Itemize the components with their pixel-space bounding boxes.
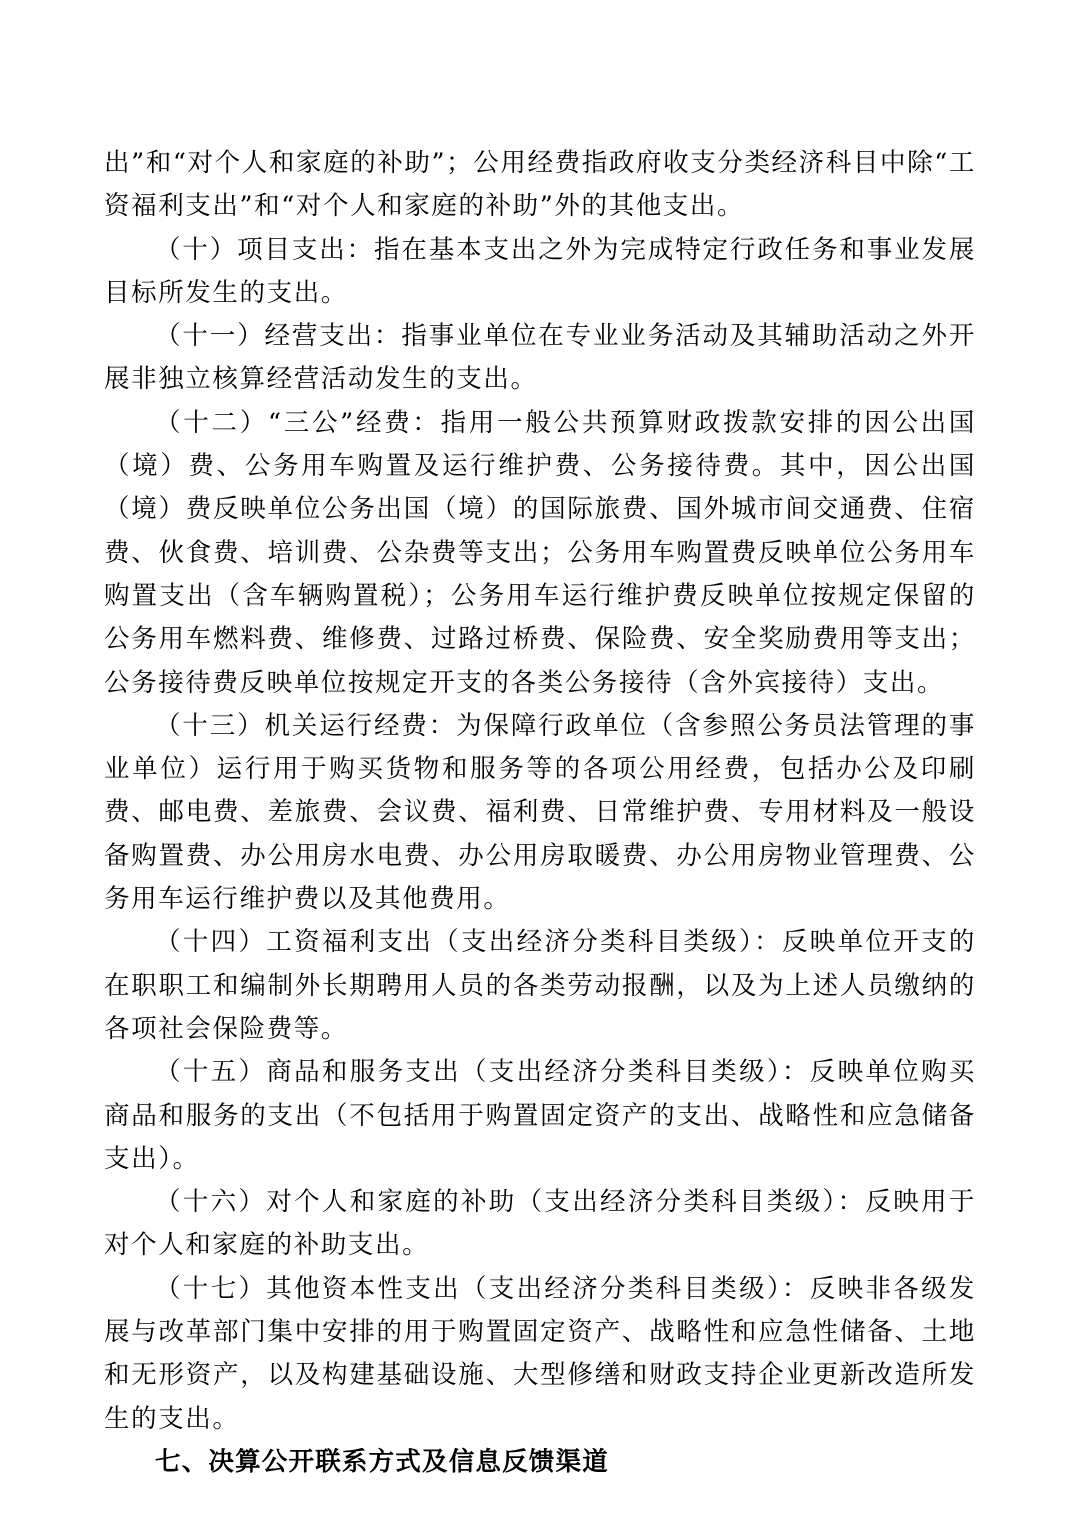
paragraph-operating-expense: （十一）经营支出：指事业单位在专业业务活动及其辅助活动之外开展非独立核算经营活动发生的支出。 <box>104 321 976 395</box>
paragraph-wages-welfare: （十四）工资福利支出（支出经济分类科目类级）：反映单位开支的在职职工和编制外长期聘用人员的各类劳动报酬，以及为上述人员缴纳的各项社会保险费等。 <box>104 927 976 1044</box>
paragraph-other-capital-expense: （十七）其他资本性支出（支出经济分类科目类级）：反映非各级发展与改革部门集中安排的用于购置固定资产、战略性和应急性储备、土地和无形资产，以及构建基础设施、大型修缮和财政支持企业更新改造所发生的支出。 <box>104 1273 976 1434</box>
paragraph-subsidies-individuals: （十六）对个人和家庭的补助（支出经济分类科目类级）：反映用于对个人和家庭的补助支出。 <box>104 1187 976 1261</box>
paragraph-agency-operating-funds: （十三）机关运行经费：为保障行政单位（含参照公务员法管理的事业单位）运行用于购买货物和服务等的各项公用经费，包括办公及印刷费、邮电费、差旅费、会议费、福利费、日常维护费、专用材料及一般设备购置费、办公用房水电费、办公用房取暖费、办公用房物业管理费、公务用车运行维护费以及其他费用。 <box>104 710 976 915</box>
paragraph-project-expense: （十）项目支出：指在基本支出之外为完成特定行政任务和事业发展目标所发生的支出。 <box>104 234 976 308</box>
paragraph-goods-services: （十五）商品和服务支出（支出经济分类科目类级）：反映单位购买商品和服务的支出（不包括用于购置固定资产的支出、战略性和应急储备支出）。 <box>104 1057 976 1174</box>
paragraph-three-public-expenses: （十二）“三公”经费：指用一般公共预算财政拨款安排的因公出国（境）费、公务用车购置及运行维护费、公务接待费。其中，因公出国（境）费反映单位公务出国（境）的国际旅费、国外城市间交通费、住宿费、伙食费、培训费、公杂费等支出；公务用车购置费反映单位公务用车购置支出（含车辆购置税）；公务用车运行维护费反映单位按规定保留的公务用车燃料费、维修费、过路过桥费、保险费、安全奖励费用等支出；公务接待费反映单位按规定开支的各类公务接待（含外宾接待）支出。 <box>104 407 976 698</box>
paragraph-public-expense-continued: 出”和“对个人和家庭的补助”；公用经费指政府收支分类经济科目中除“工资福利支出”和“对个人和家庭的补助”外的其他支出。 <box>104 148 976 222</box>
section-heading: 七、决算公开联系方式及信息反馈渠道 <box>155 1446 609 1477</box>
